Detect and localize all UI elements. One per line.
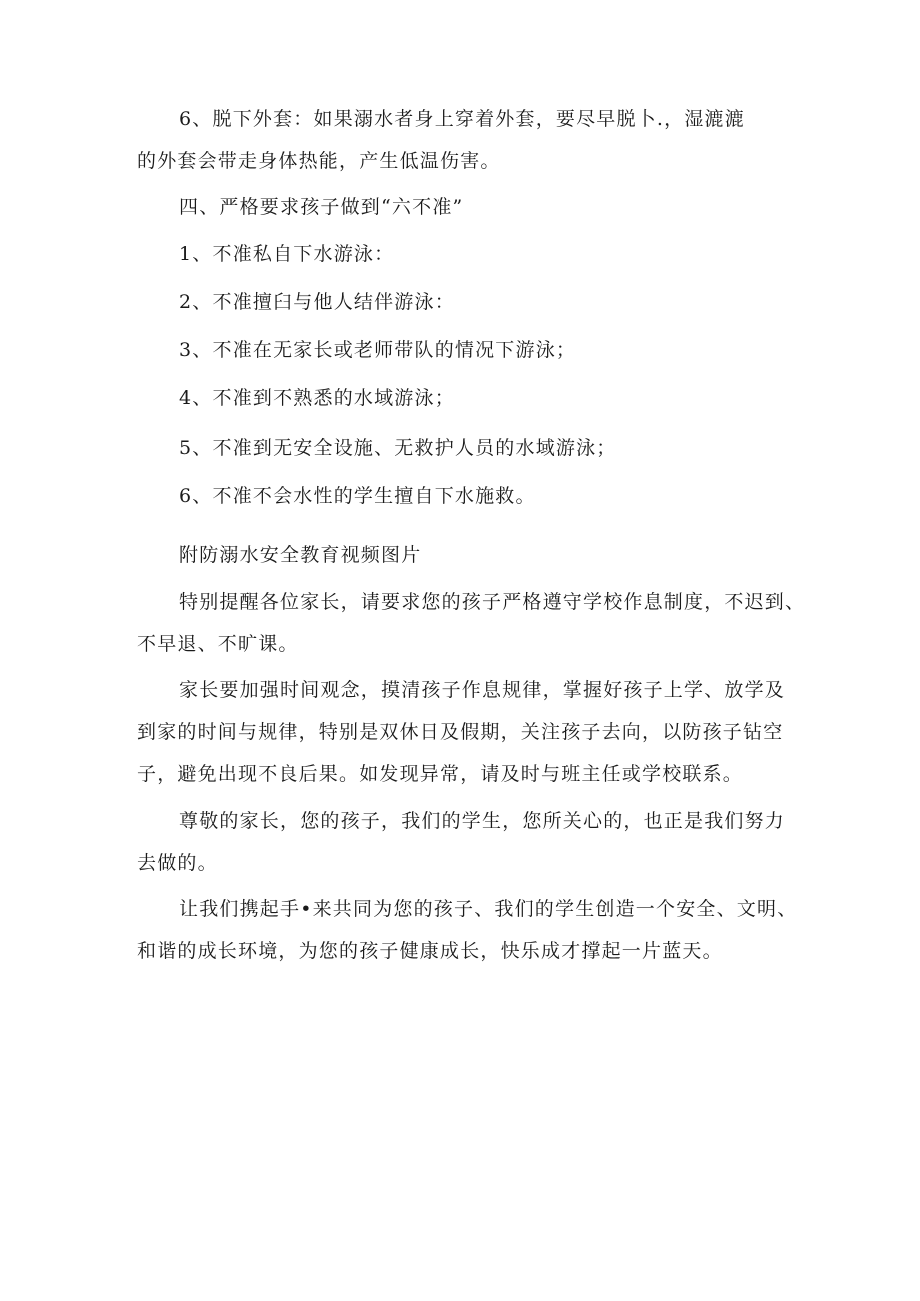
- rule-item-3: 3、不准在无家长或老师带队的情况下游泳；: [179, 339, 577, 361]
- rule-item-2: 2、不准擅臼与他人结伴游泳：: [179, 291, 455, 313]
- item6-line2: 的外套会带走身体热能，产生低温伤害。: [137, 150, 501, 172]
- rule-item-4: 4、不准到不熟悉的水域游泳；: [179, 387, 455, 409]
- attachment-note: 附防溺水安全教育视频图片: [179, 544, 422, 566]
- para3-line2: 去做的。: [137, 852, 218, 874]
- para3-line1: 尊敬的家长，您的孩子，我们的学生，您所关心的，也正是我们努力: [179, 810, 786, 832]
- para4-line1: 让我们携起手•来共同为您的孩子、我们的学生创造一个安全、文明、: [179, 898, 798, 920]
- rule-item-5: 5、不准到无安全设施、无救护人员的水域游泳；: [179, 437, 617, 459]
- para2-line1: 家长要加强时间观念，摸清孩子作息规律，掌握好孩子上学、放学及: [179, 679, 786, 701]
- rule-item-6: 6、不准不会水性的学生擅自下水施救。: [179, 485, 536, 507]
- para4-line2: 和谐的成长环境，为您的孩子健康成长，快乐成才撑起一片蓝天。: [137, 940, 723, 962]
- section4-heading: 四、严格要求孩子做到“六不准”: [179, 196, 464, 218]
- para1-line2: 不早退、不旷课。: [137, 633, 299, 655]
- item6-line1: 6、脱下外套：如果溺水者身上穿着外套，要尽早脱卜.，湿漉漉: [179, 108, 745, 130]
- para1-line1: 特别提醒各位家长，请要求您的孩子严格遵守学校作息制度，不迟到、: [179, 591, 806, 613]
- rule-item-1: 1、不准私自下水游泳：: [179, 243, 395, 265]
- para2-line3: 子，避免出现不良后果。如发现异常，请及时与班主任或学校联系。: [137, 763, 744, 785]
- para2-line2: 到家的时间与规律，特别是双休日及假期，关注孩子去向，以防孩子钻空: [137, 721, 784, 743]
